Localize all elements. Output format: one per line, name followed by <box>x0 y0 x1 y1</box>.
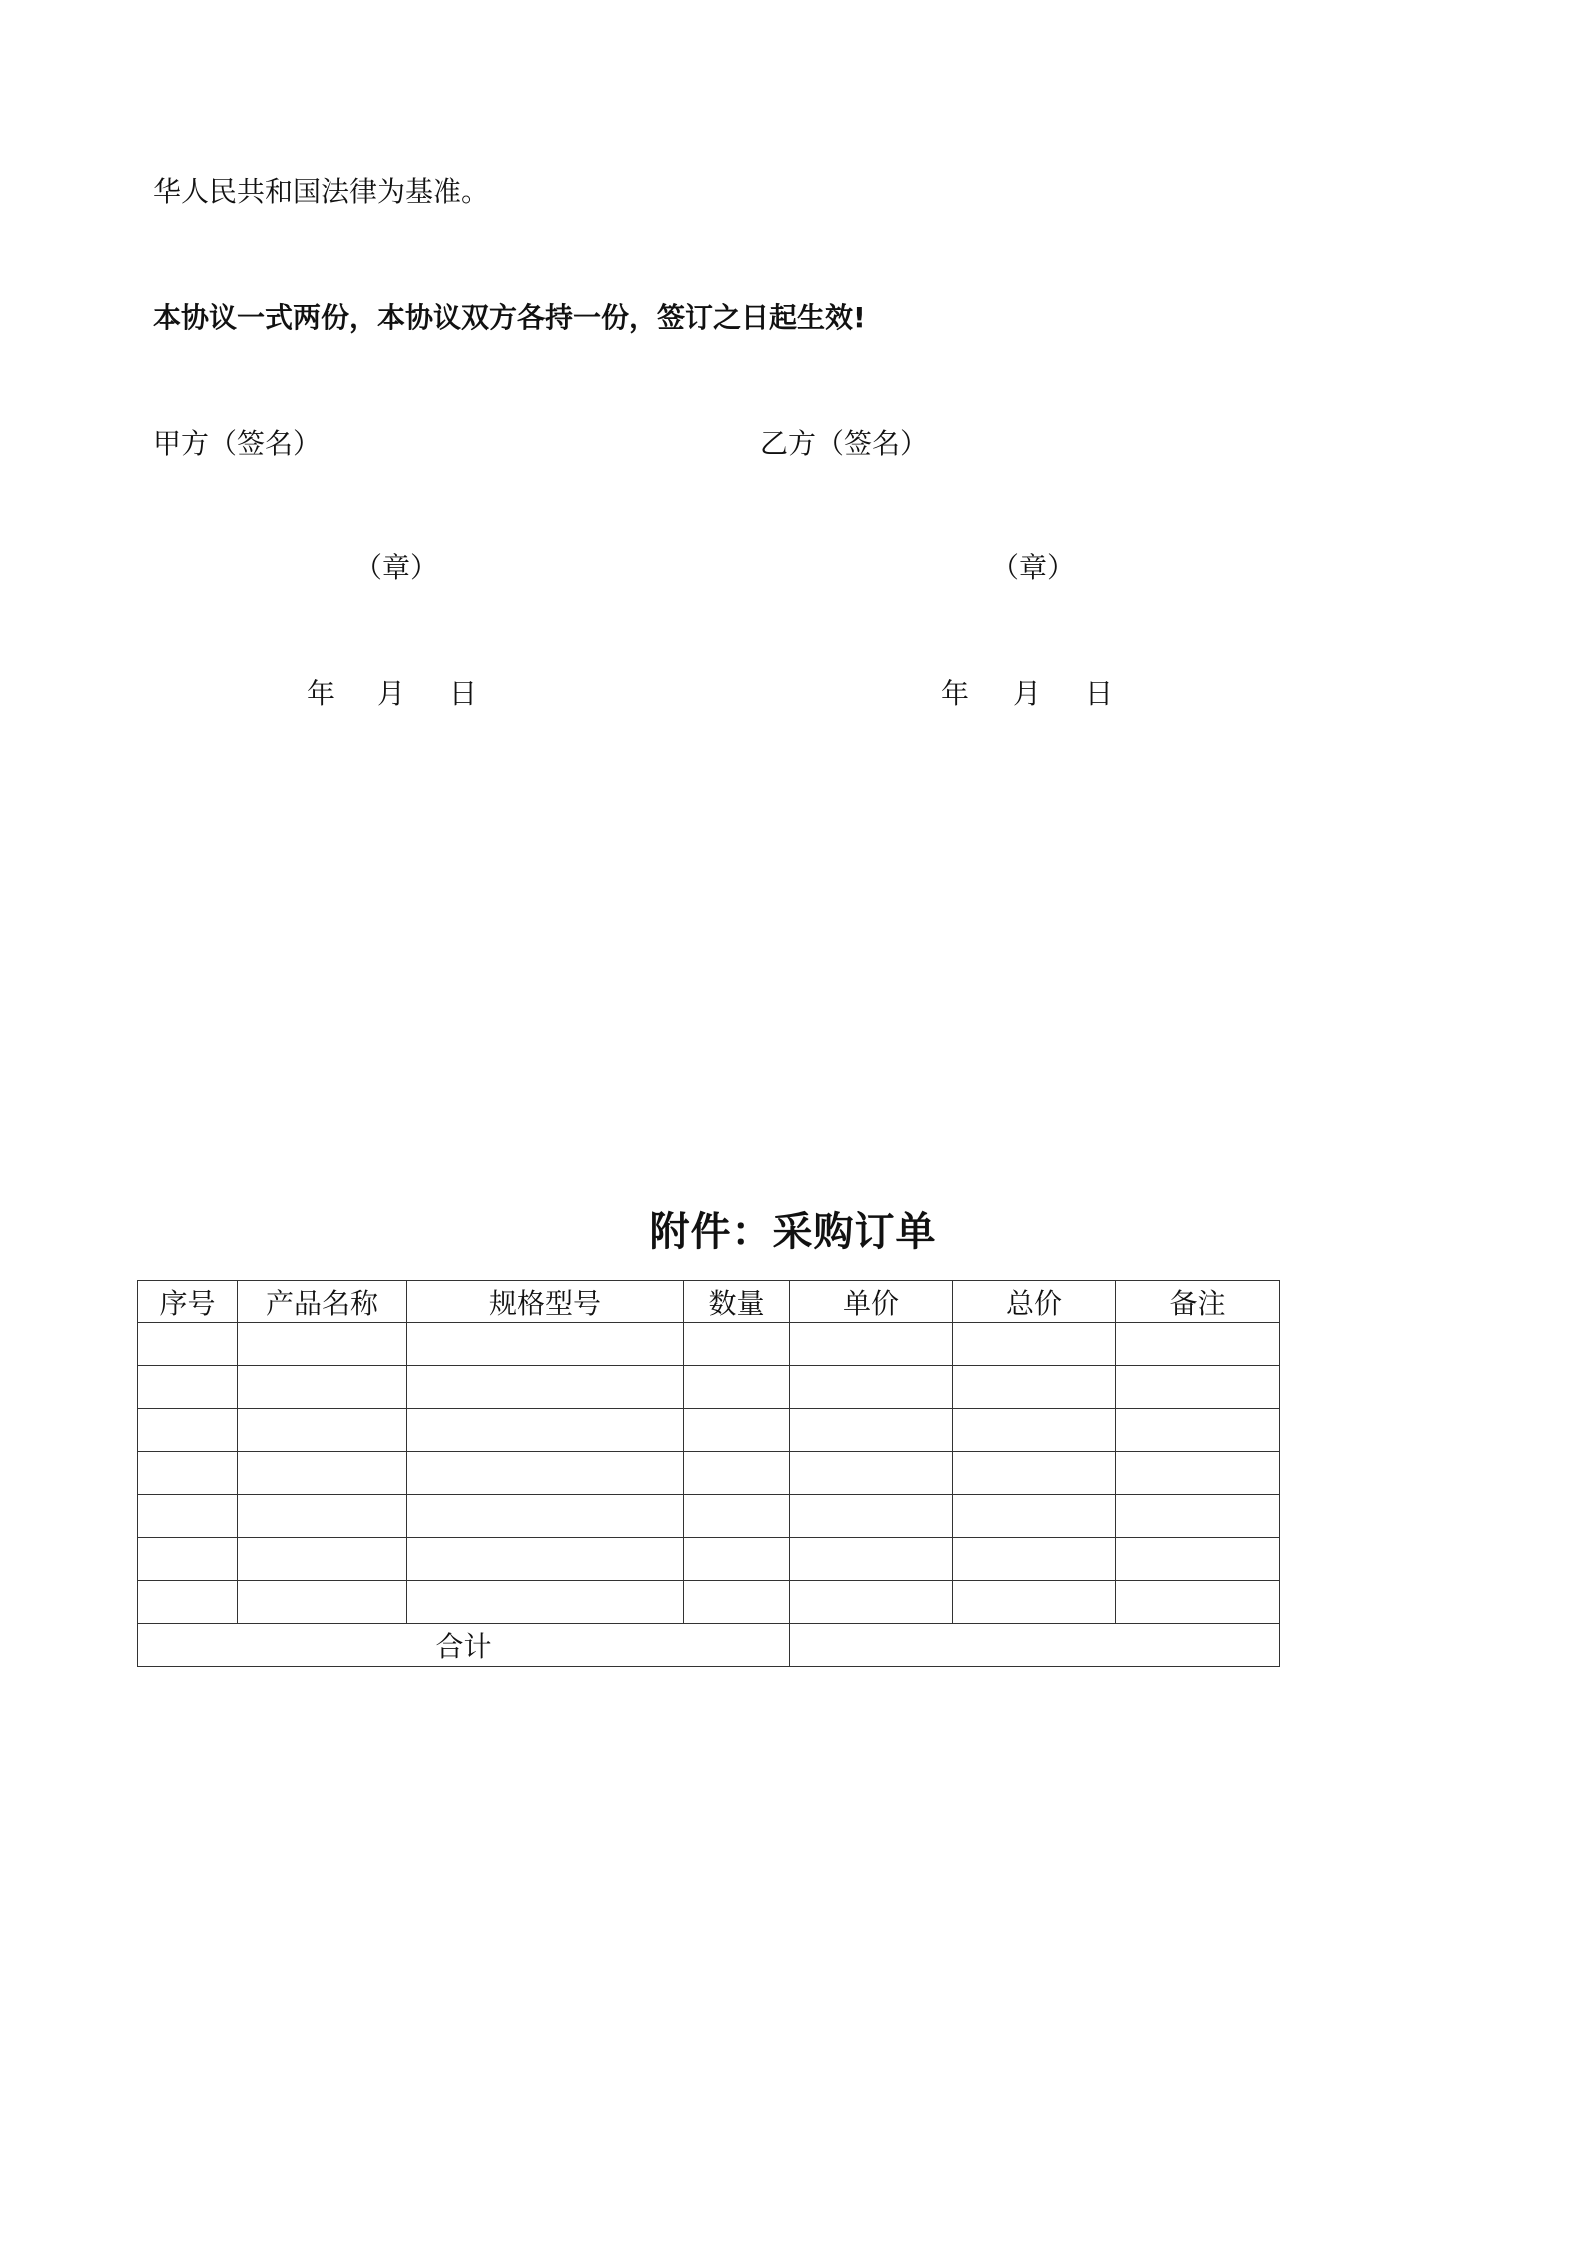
table-cell[interactable] <box>238 1452 407 1495</box>
total-label: 合计 <box>138 1624 790 1667</box>
table-cell[interactable] <box>790 1538 953 1581</box>
table-cell[interactable] <box>407 1495 684 1538</box>
table-cell[interactable] <box>1116 1538 1280 1581</box>
total-value[interactable] <box>790 1624 1280 1667</box>
law-paragraph-tail: 华人民共和国法律为基准。 <box>153 175 490 208</box>
table-total-row <box>138 1624 1280 1667</box>
table-cell[interactable] <box>1116 1581 1280 1624</box>
party-a-day: 日 <box>449 677 478 710</box>
header-spec-model: 规格型号 <box>407 1281 684 1323</box>
party-a-signature-label: 甲方（签名） <box>153 427 322 460</box>
table-cell[interactable] <box>684 1366 790 1409</box>
table-cell[interactable] <box>407 1538 684 1581</box>
party-a-month: 月 <box>377 677 406 710</box>
table-cell[interactable] <box>790 1495 953 1538</box>
table-cell[interactable] <box>684 1581 790 1624</box>
header-quantity: 数量 <box>684 1281 790 1323</box>
party-a-seal-label: （章） <box>354 551 439 584</box>
party-b-day: 日 <box>1085 677 1114 710</box>
table-cell[interactable] <box>953 1581 1116 1624</box>
table-cell[interactable] <box>953 1409 1116 1452</box>
table-cell[interactable] <box>684 1452 790 1495</box>
table-cell[interactable] <box>1116 1323 1280 1366</box>
table-cell[interactable] <box>684 1538 790 1581</box>
table-cell[interactable] <box>407 1366 684 1409</box>
table-cell[interactable] <box>790 1409 953 1452</box>
table-row <box>138 1581 1280 1624</box>
table-row <box>138 1409 1280 1452</box>
table-cell[interactable] <box>1116 1452 1280 1495</box>
purchase-order-table <box>137 1280 1280 1667</box>
table-cell[interactable] <box>407 1452 684 1495</box>
party-b-signature-label: 乙方（签名） <box>760 427 929 460</box>
party-b-year: 年 <box>941 677 970 710</box>
header-product-name: 产品名称 <box>238 1281 407 1323</box>
table-cell[interactable] <box>790 1323 953 1366</box>
table-cell[interactable] <box>238 1581 407 1624</box>
table-cell[interactable] <box>1116 1409 1280 1452</box>
table-cell[interactable] <box>790 1581 953 1624</box>
party-b-seal-label: （章） <box>991 551 1076 584</box>
table-cell[interactable] <box>238 1366 407 1409</box>
table-cell[interactable] <box>138 1409 238 1452</box>
table-cell[interactable] <box>790 1366 953 1409</box>
attachment-title: 附件：采购订单 <box>649 1209 937 1255</box>
table-cell[interactable] <box>684 1323 790 1366</box>
table-cell[interactable] <box>407 1409 684 1452</box>
table-cell[interactable] <box>138 1495 238 1538</box>
table-cell[interactable] <box>238 1409 407 1452</box>
table-row <box>138 1538 1280 1581</box>
table-cell[interactable] <box>138 1581 238 1624</box>
table-cell[interactable] <box>953 1495 1116 1538</box>
table-cell[interactable] <box>407 1323 684 1366</box>
table-cell[interactable] <box>138 1538 238 1581</box>
table-cell[interactable] <box>953 1366 1116 1409</box>
header-remarks: 备注 <box>1116 1281 1280 1323</box>
table-row <box>138 1323 1280 1366</box>
table-cell[interactable] <box>407 1581 684 1624</box>
table-cell[interactable] <box>953 1323 1116 1366</box>
table-cell[interactable] <box>1116 1366 1280 1409</box>
table-cell[interactable] <box>238 1495 407 1538</box>
table-cell[interactable] <box>238 1538 407 1581</box>
copies-clause: 本协议一式两份，本协议双方各持一份，签订之日起生效! <box>153 301 866 334</box>
party-b-month: 月 <box>1013 677 1042 710</box>
table-cell[interactable] <box>238 1323 407 1366</box>
table-row <box>138 1366 1280 1409</box>
header-index: 序号 <box>138 1281 238 1323</box>
table-cell[interactable] <box>953 1538 1116 1581</box>
table-row <box>138 1495 1280 1538</box>
table-cell[interactable] <box>138 1452 238 1495</box>
header-unit-price: 单价 <box>790 1281 953 1323</box>
table-cell[interactable] <box>138 1323 238 1366</box>
header-total-price: 总价 <box>953 1281 1116 1323</box>
table-row <box>138 1452 1280 1495</box>
table-cell[interactable] <box>790 1452 953 1495</box>
table-cell[interactable] <box>684 1495 790 1538</box>
table-header-row <box>138 1281 1280 1323</box>
table-cell[interactable] <box>684 1409 790 1452</box>
party-a-year: 年 <box>307 677 336 710</box>
table-cell[interactable] <box>1116 1495 1280 1538</box>
table-cell[interactable] <box>138 1366 238 1409</box>
table-cell[interactable] <box>953 1452 1116 1495</box>
